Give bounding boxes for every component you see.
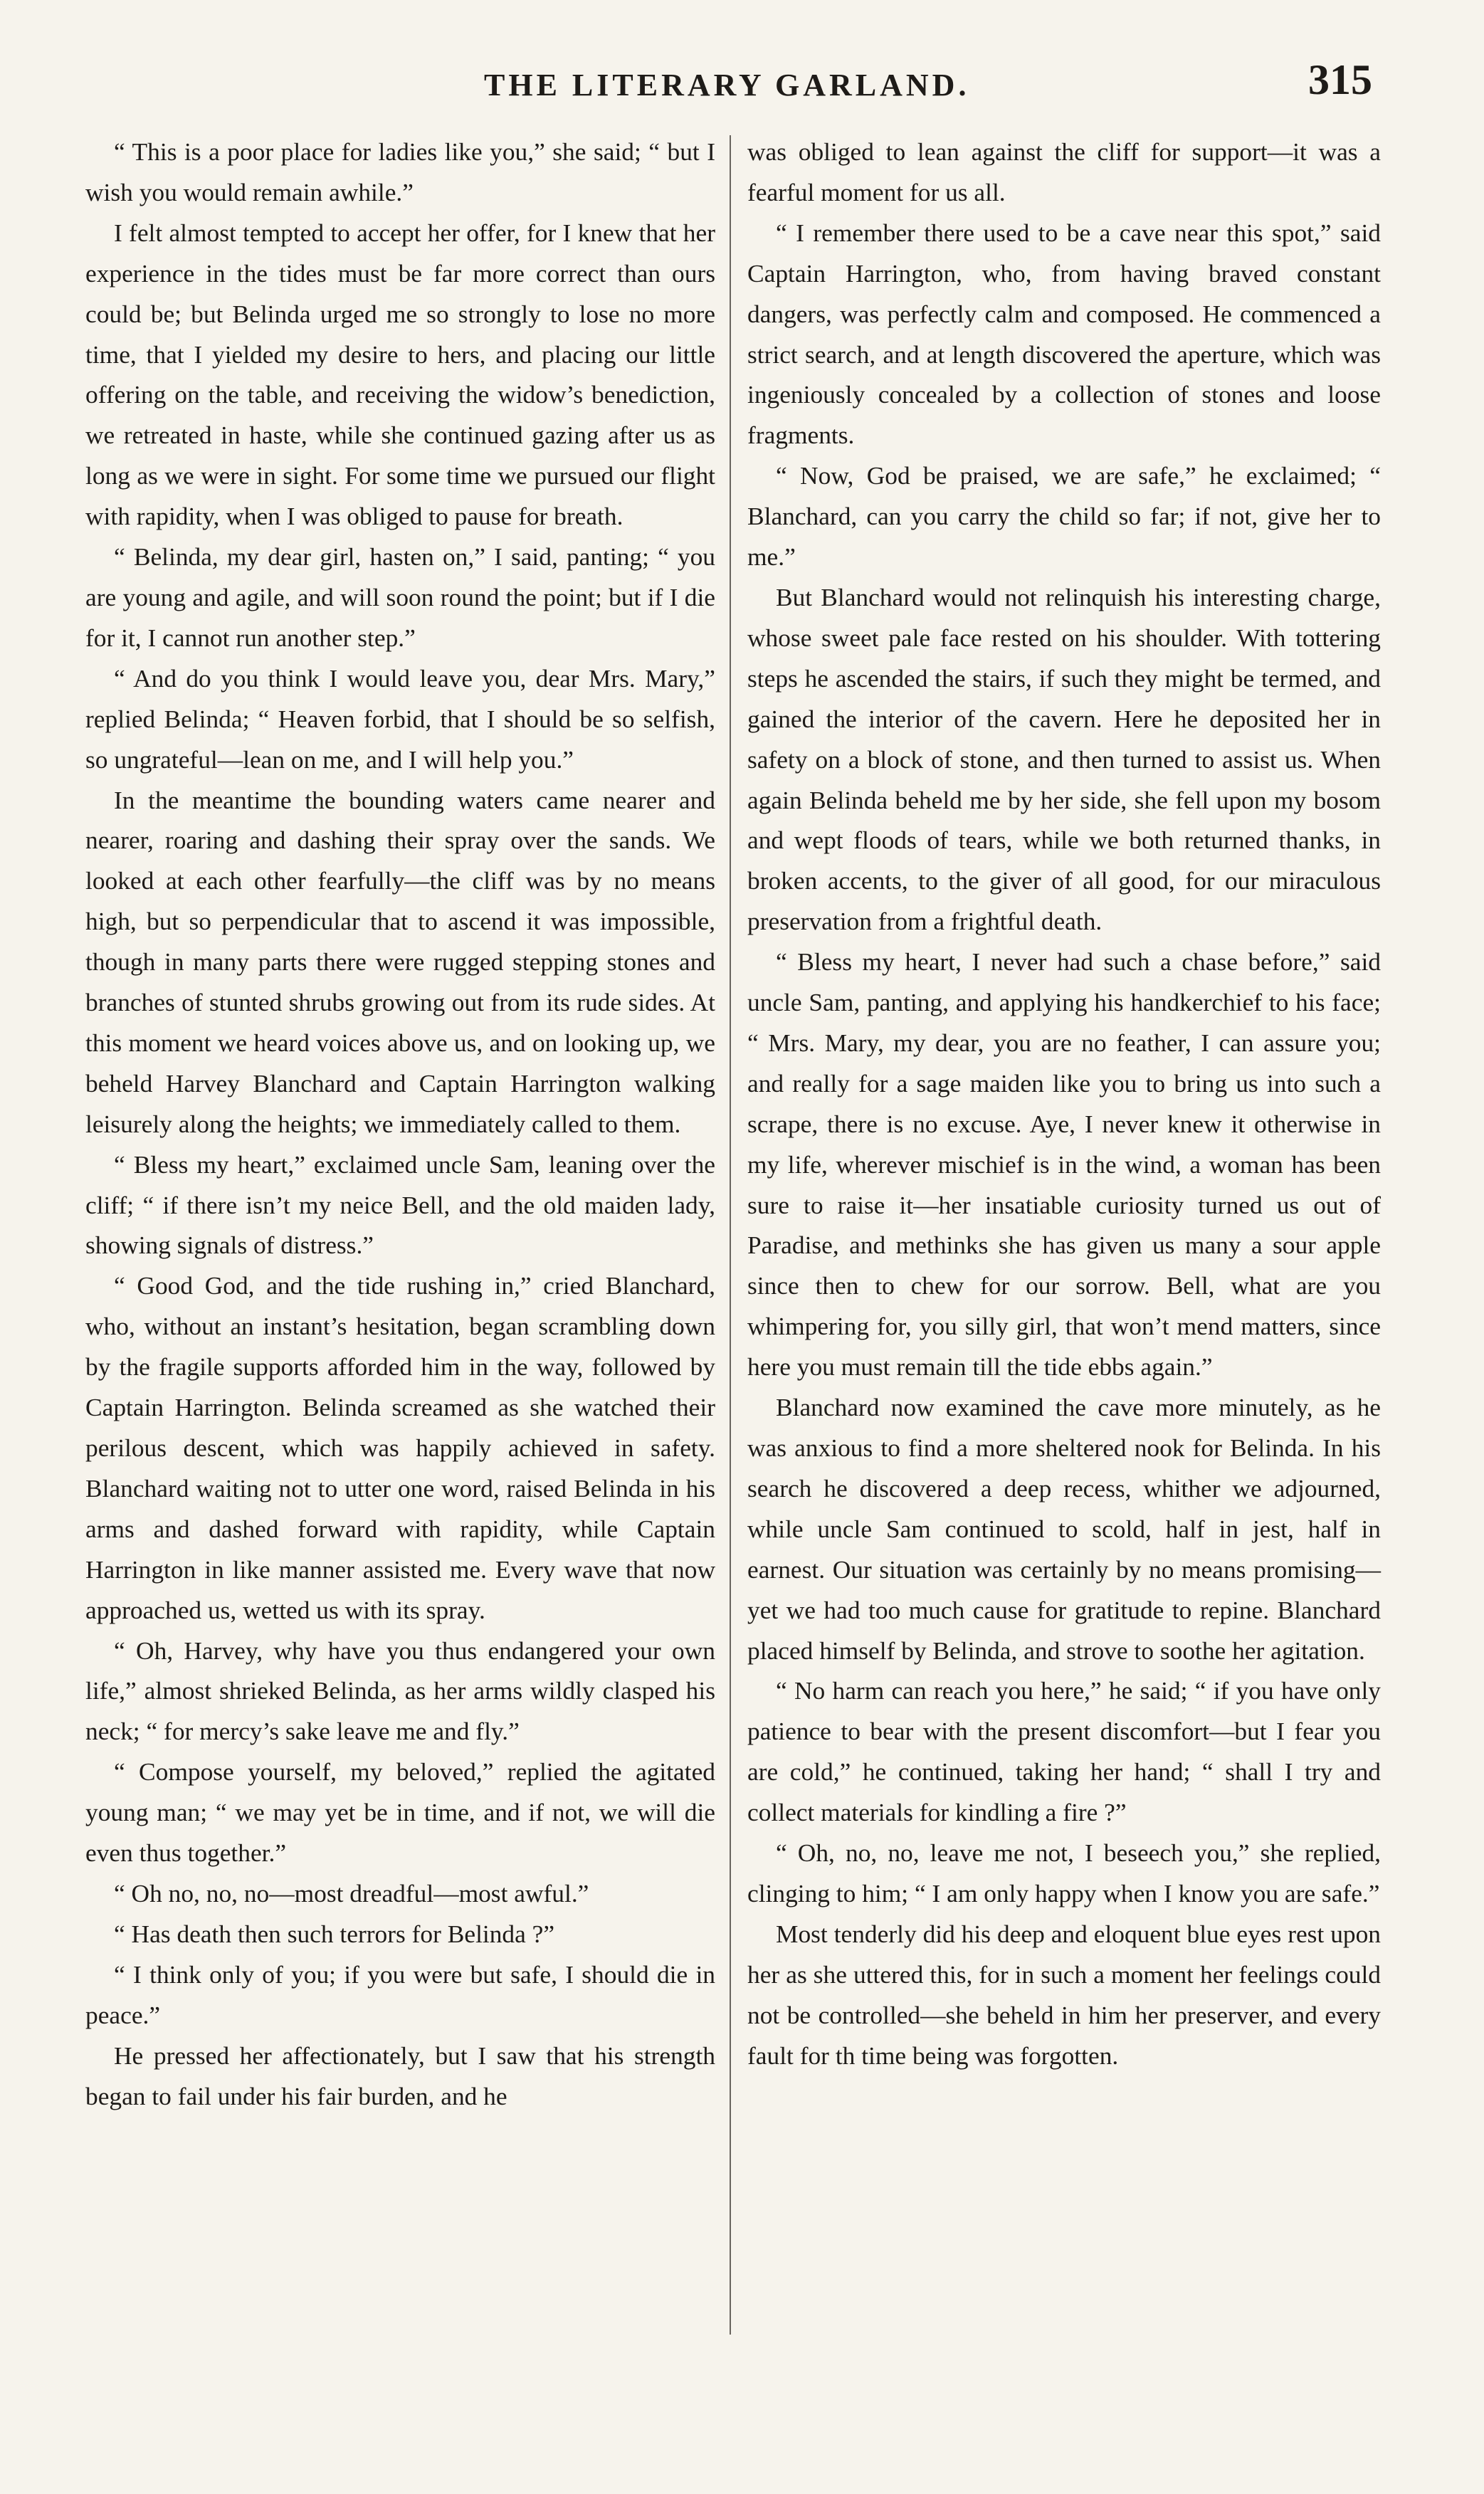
paragraph: “ No harm can reach you here,” he said; “ if you have only patience to bear with the present discomfort—but I fear you are cold,” he continued, taking her hand; “ shall I try and collect materials for kindling a fire ?”: [747, 1676, 1381, 1827]
left-column: [85, 132, 715, 2116]
paragraph: Most tenderly did his deep and eloquent blue eyes rest upon her as she uttered this, for in such a moment her feelings could not be controlled—she beheld in him her preserver, and every fault for th time being was forgotten.: [747, 1919, 1381, 2070]
paragraph-continued: was obliged to lean against the cliff for support—it was a fearful moment for us all.: [747, 137, 1381, 206]
paragraph: “ Oh, no, no, leave me not, I beseech you,” she replied, clinging to him; “ I am only happy when I know you are safe.”: [747, 1838, 1381, 1908]
paragraph: He pressed her affectionately, but I saw that his strength began to fail under his fair burden, and he: [85, 2041, 715, 2110]
paragraph: “ Good God, and the tide rushing in,” cried Blanchard, who, without an instant’s hesitation, began scrambling down by the fragile supports afforded him in the way, followed by Captain Harrington. Belinda screamed as she watched their perilous descent, which was happily achieved in safety. Blanchard waiting not to utter one word, raised Belinda in his arms and dashed forward with rapidity, while Captain Harrington in like manner assisted me. Every wave that now approached us, wetted us with its spray.: [85, 1271, 715, 1624]
page-header: [0, 56, 1484, 112]
paragraph: “ Has death then such terrors for Belinda ?”: [114, 1919, 555, 1948]
paragraph: “ This is a poor place for ladies like you,” she said; “ but I wish you would remain awhile.”: [85, 137, 715, 206]
paragraph: But Blanchard would not relinquish his interesting charge, whose sweet pale face rested on his shoulder. With tottering steps he ascended the stairs, if such they might be termed, and gained the interior of the cavern. Here he deposited her in safety on a block of stone, and then turned to assist us. When again Belinda beheld me by her side, she fell upon my bosom and wept floods of tears, while we both returned thanks, in broken accents, to the giver of all good, for our miraculous preservation from a frightful death.: [747, 582, 1381, 936]
paragraph: In the meantime the bounding waters came nearer and nearer, roaring and dashing their spray over the sands. We looked at each other fearfully—the cliff was by no means high, but so perpendicular that to ascend it was impossible, though in many parts there were rugged stepping stones and branches of stunted shrubs growing out from its rude sides. At this moment we heard voices above us, and on looking up, we beheld Harvey Blanchard and Captain Harrington walking leisurely along the heights; we immediately called to them.: [85, 785, 715, 1138]
paragraph: “ And do you think I would leave you, dear Mrs. Mary,” replied Belinda; “ Heaven forbid, that I should be so selfish, so ungrateful—lean on me, and I will help you.”: [85, 663, 715, 774]
paragraph: “ Oh no, no, no—most dreadful—most awful.”: [114, 1878, 589, 1908]
paragraph: “ I think only of you; if you were but safe, I should die in peace.”: [85, 1959, 715, 2029]
paragraph: “ Compose yourself, my beloved,” replied the agitated young man; “ we may yet be in time, and if not, we will die even thus together.”: [85, 1757, 715, 1868]
right-column: [747, 132, 1381, 2076]
paragraph: “ I remember there used to be a cave near this spot,” said Captain Harrington, who, from having braved constant dangers, was perfectly calm and composed. He commenced a strict search, and at length discovered the aperture, which was ingeniously concealed by a collection of stones and loose fragments.: [747, 218, 1381, 450]
running-title: THE LITERARY GARLAND.: [484, 68, 970, 102]
paragraph: Blanchard now examined the cave more minutely, as he was anxious to find a more sheltered nook for Belinda. In his search he discovered a deep recess, whither we adjourned, while uncle Sam continued to scold, half in jest, half in earnest. Our situation was certainly by no means promising—yet we had too much cause for gratitude to repine. Blanchard placed himself by Belinda, and strove to soothe her agitation.: [747, 1393, 1381, 1665]
paragraph: “ Bless my heart,” exclaimed uncle Sam, leaning over the cliff; “ if there isn’t my neice Bell, and the old maiden lady, showing signals of distress.”: [85, 1149, 715, 1260]
paragraph: I felt almost tempted to accept her offer, for I knew that her experience in the tides must be far more correct than ours could be; but Belinda urged me so strongly to lose no more time, that I yielded my desire to hers, and placing our little offering on the table, and receiving the widow’s benediction, we retreated in haste, while she continued gazing after us as long as we were in sight. For some time we pursued our flight with rapidity, when I was obliged to pause for breath.: [85, 218, 715, 531]
page-number: 315: [1308, 56, 1372, 103]
paragraph: “ Now, God be praised, we are safe,” he exclaimed; “ Blanchard, can you carry the child so far; if not, give her to me.”: [747, 461, 1381, 572]
paragraph: “ Oh, Harvey, why have you thus endangered your own life,” almost shrieked Belinda, as her arms wildly clasped his neck; “ for mercy’s sake leave me and fly.”: [85, 1636, 715, 1746]
paragraph: “ Bless my heart, I never had such a chase before,” said uncle Sam, panting, and applying his handkerchief to his face; “ Mrs. Mary, my dear, you are no feather, I can assure you; and really for a sage maiden like you to bring us into such a scrape, there is no excuse. Aye, I never knew it otherwise in my life, wherever mischief is in the wind, a woman has been sure to raise it—her insatiable curiosity turned us out of Paradise, and methinks she has given us many a sour apple since then to chew for our sorrow. Bell, what are you whimpering for, you silly girl, that won’t mend matters, since here you must remain till the tide ebbs again.”: [747, 947, 1381, 1382]
column-divider: [730, 135, 731, 2335]
paragraph: “ Belinda, my dear girl, hasten on,” I said, panting; “ you are young and agile, and will soon round the point; but if I die for it, I cannot run another step.”: [85, 542, 715, 652]
